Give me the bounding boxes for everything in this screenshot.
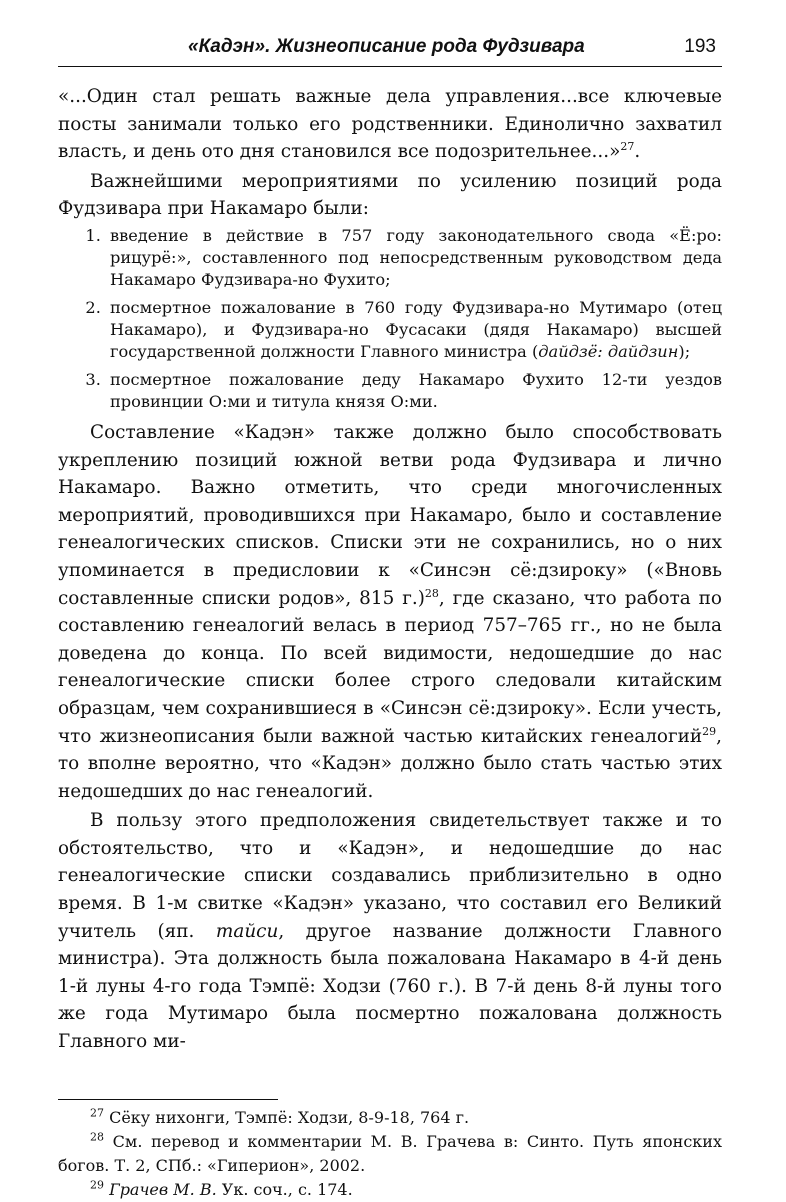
running-header — [58, 36, 722, 67]
paragraph: Составление «Кадэн» также должно было способствовать укреплению позиций южной ветви рода Фудзивара и лично Накамаро. Важно отметить, что среди многочисленных мероприятий, проводившихся при Накамаро, было и составление генеалогических списков. Списки эти не сохранились, но о них упоминается в предисловии к «Синсэн сё:дзироку» («Вновь составленные списки родов», 815 г.)$^{28}$, где сказано, что работа по составлению генеалогий велась в период 757–765 гг., но не была доведена до конца. По всей видимости, недошедшие до нас генеалогические списки более строго следовали китайским образцам, чем сохранившиеся в «Синсэн сё:дзироку». Если учесть, что жизнеописания были важной частью китайских генеалогий$^{29}$, то вполне вероятно, что «Кадэн» должно было стать частью этих недошедших до нас генеалогий. — [58, 421, 722, 802]
footnote-ref: 29 — [702, 724, 717, 738]
document-page — [58, 36, 723, 1199]
measures-list — [58, 225, 722, 413]
list-item: 3. посмертное пожалование деду Накамаро Фухито 12-ти уездов провинции О:ми и титула князя О:ми. — [106, 369, 722, 413]
page-number: 193 — [684, 36, 716, 57]
list-item: 2. посмертное пожалование в 760 году Фудзивара-но Мутимаро (отец Накамаро), и Фудзивара-но Фусасаки (дядя Накамаро) высшей государственной должности Главного министра (дайдзё: дайдзин); — [106, 297, 722, 363]
footnote-divider — [58, 1099, 278, 1100]
quote-paragraph: «...Один стал решать важные дела управления...все ключевые посты занимали только его родственники. Единолично захватил власть, и день ото дня становился все подозрительнее...»$^{27}$. — [58, 86, 722, 163]
footnote: $^{29}$ Грачев М. В. Ук. соч., с. 174. — [90, 1178, 353, 1199]
paragraph: В пользу этого предположения свидетельствует также и то обстоятельство, что и «Кадэн», и недошедшие до нас генеалогические списки создавались приблизительно в одно время. В 1-м свитке «Кадэн» указано, что составил его Великий учитель (яп. тайси, другое название должности Главного министра). Эта должность была пожалована Накамаро в 4-й день 1-й луны 4-го года Тэмпё: Ходзи (760 г.). В 7-й день 8-й луны того же года Мутимаро была посмертно пожалована должность Главного ми- — [58, 810, 723, 1053]
paragraph: Важнейшими мероприятиями по усилению позиций рода Фудзивара при Накамаро были: — [58, 170, 722, 220]
body-text — [58, 83, 722, 1056]
running-title: «Кадэн». Жизнеописание рода Фудзивара — [188, 36, 585, 57]
list-item: 1. введение в действие в 757 году законодательного свода «Ё:ро: рицурё:», составленного под непосредственным руководством деда Накамаро Фудзивара-но Фухито; — [106, 225, 722, 291]
footnotes — [58, 1106, 722, 1202]
footnote-ref: 27 — [620, 140, 635, 154]
footnote: $^{28}$ См. перевод и комментарии М. В. Грачева в: Синто. Путь японских богов. Т. 2, СПб.: «Гиперион», 2002. — [58, 1130, 722, 1175]
footnote-ref: 28 — [424, 586, 439, 600]
footnote: $^{27}$ Сёку нихонги, Тэмпё: Ходзи, 8-9-18, 764 г. — [90, 1106, 470, 1127]
